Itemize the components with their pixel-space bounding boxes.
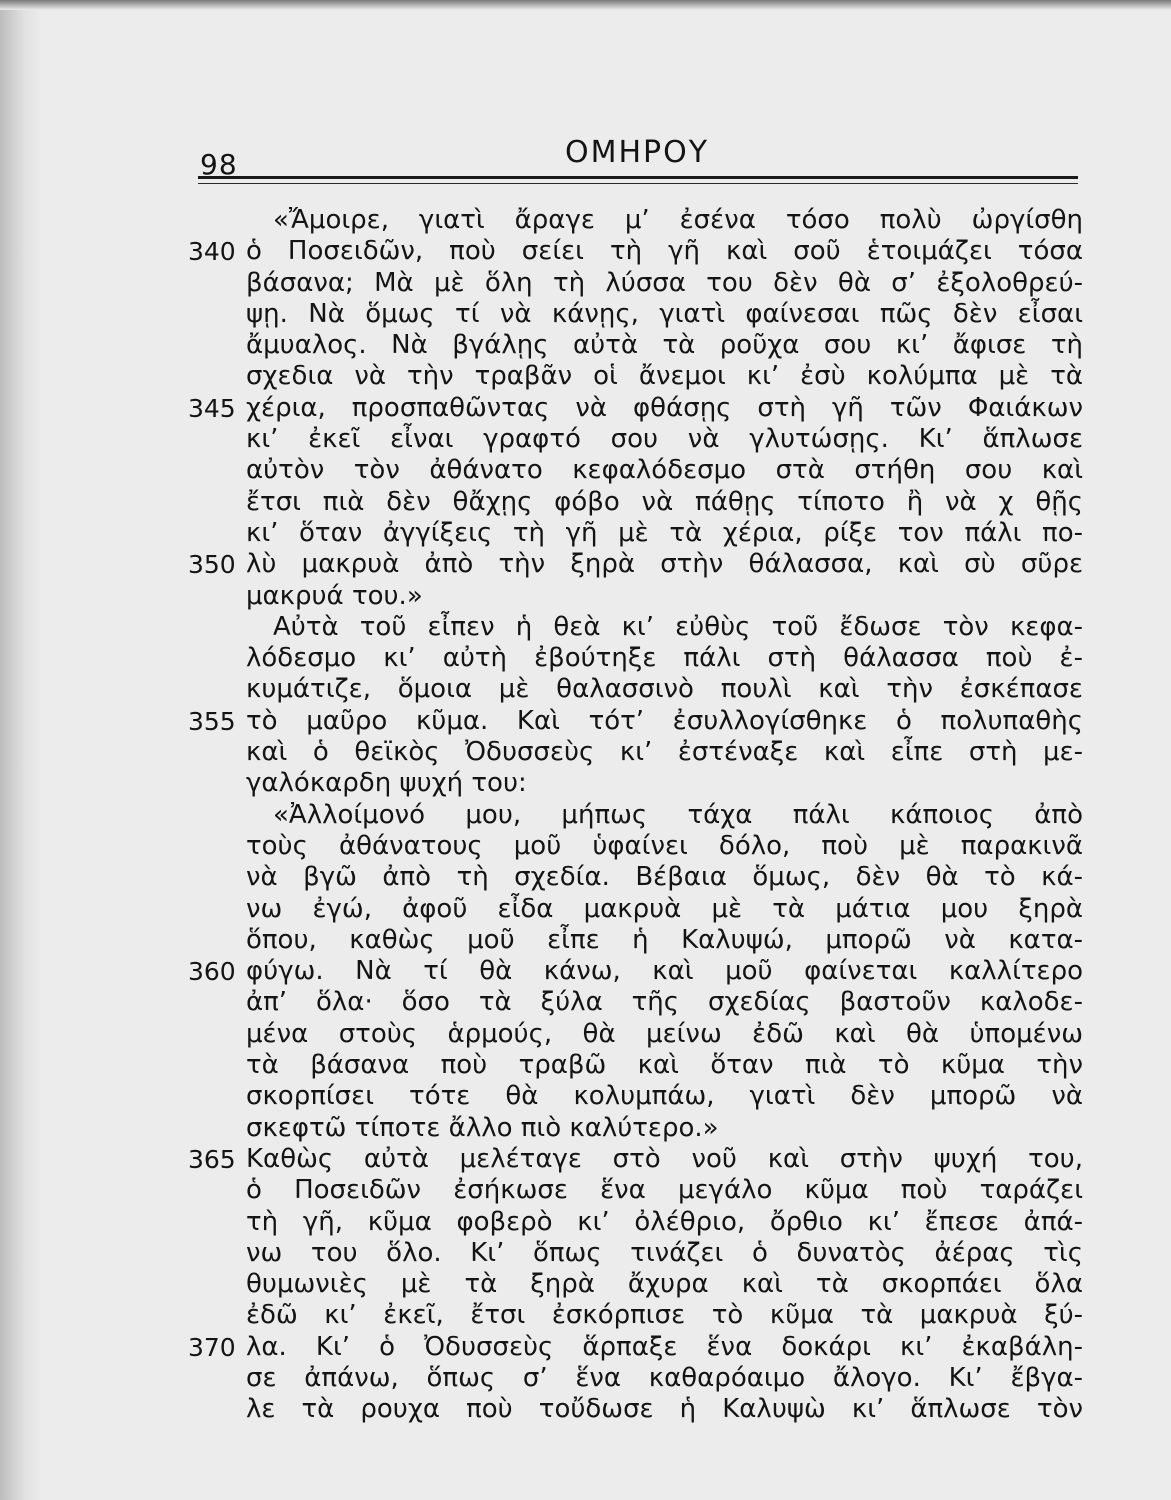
line-text: νω του ὅλο. Κι’ ὅπως τινάζει ὁ δυνατὸς ἀέρας τὶς xyxy=(246,1237,1083,1268)
text-line xyxy=(188,1394,1083,1425)
line-text: ὁ Ποσειδῶν, ποὺ σείει τὴ γῆ καὶ σοῦ ἑτοιμάζει τόσα xyxy=(246,236,1083,267)
line-text: σχεδια νὰ τὴν τραβᾶν οἱ ἄνεμοι κι’ ἐσὺ κολύμπα μὲ τὰ xyxy=(246,361,1083,392)
line-number: 365 xyxy=(188,1144,236,1174)
line-text: σε ἀπάνω, ὅπως σ’ ἕνα καθαρόαιμο ἄλογο. Κι’ ἔβγα- xyxy=(246,1362,1083,1393)
line-text: Καθὼς αὐτὰ μελέταγε στὸ νοῦ καὶ στὴν ψυχή του, xyxy=(246,1143,1083,1174)
line-text: σκεφτῶ τίποτε ἄλλο πιὸ καλύτερο.» xyxy=(246,1112,719,1143)
text-line xyxy=(188,581,1083,612)
line-text: ψῃ. Νὰ ὅμως τί νὰ κάνῃς, γιατὶ φαίνεσαι πῶς δὲν εἶσαι xyxy=(246,298,1083,329)
line-number: 350 xyxy=(188,550,236,580)
header-rule xyxy=(198,176,1078,179)
text-line xyxy=(188,1363,1083,1394)
text-line xyxy=(188,1081,1083,1112)
line-text: μένα στοὺς ἁρμούς, θὰ μείνω ἐδῶ καὶ θὰ ὑπομένω xyxy=(246,1018,1083,1049)
line-text: λόδεσμο κι’ αὐτὴ ἐβούτηξε πάλι στὴ θάλασσα ποὺ ἐ- xyxy=(246,643,1083,674)
text-line xyxy=(188,674,1083,705)
line-number: 360 xyxy=(188,957,236,987)
text-line xyxy=(188,518,1083,549)
line-number: 370 xyxy=(188,1332,236,1362)
line-text: λὺ μακρυὰ ἀπὸ τὴν ξηρὰ στὴν θάλασσα, καὶ σὺ σῦρε xyxy=(246,549,1083,580)
line-text: «Ἄμοιρε, γιατὶ ἄραγε μ’ ἐσένα τόσο πολὺ ὠργίσθη xyxy=(273,205,1083,235)
line-text: μακρυά του.» xyxy=(246,580,423,611)
text-line xyxy=(188,1050,1083,1081)
text-line xyxy=(188,487,1083,518)
line-text: σκορπίσει τότε θὰ κολυμπάω, γιατὶ δὲν μπορῶ νὰ xyxy=(246,1081,1083,1112)
text-line xyxy=(188,956,1083,987)
line-text: τὴ γῆ, κῦμα φοβερὸ κι’ ὀλέθριο, ὄρθιο κι’ ἔπεσε ἀπά- xyxy=(246,1206,1083,1237)
text-line xyxy=(188,1175,1083,1206)
line-text: «Ἀλλοίμονό μου, μήπως τάχα πάλι κάποιος ἀπὸ xyxy=(273,799,1083,830)
text-line xyxy=(188,894,1083,925)
text-line xyxy=(188,549,1083,580)
line-text: αὐτὸν τὸν ἀθάνατο κεφαλόδεσμο στὰ στήθη σου καὶ xyxy=(246,455,1083,486)
running-head: ΟΜΗΡΟΥ xyxy=(565,135,710,170)
page-gutter-shadow xyxy=(0,0,42,1500)
line-text: ἐδῶ κι’ ἐκεῖ, ἔτσι ἐσκόρπισε τὸ κῦμα τὰ μακρυὰ ξύ- xyxy=(246,1300,1083,1331)
line-text: ὅπου, καθὼς μοῦ εἶπε ἡ Καλυψώ, μπορῶ νὰ κατα- xyxy=(246,924,1083,955)
text-line xyxy=(188,424,1083,455)
line-text: γαλόκαρδη ψυχή του: xyxy=(246,768,527,799)
line-text: ἀπ’ ὅλα· ὅσο τὰ ξύλα τῆς σχεδίας βαστοῦν καλοδε- xyxy=(246,987,1083,1018)
text-line xyxy=(188,987,1083,1018)
text-line xyxy=(188,925,1083,956)
line-text: νω ἐγώ, ἀφοῦ εἶδα μακρυὰ μὲ τὰ μάτια μου ξηρὰ xyxy=(246,893,1083,924)
text-line xyxy=(188,1019,1083,1050)
text-line xyxy=(188,393,1083,424)
line-text: τοὺς ἀθάνατους μοῦ ὑφαίνει δόλο, ποὺ μὲ παρακινᾶ xyxy=(246,830,1083,861)
line-text: τὸ μαῦρο κῦμα. Καὶ τότ’ ἐσυλλογίσθηκε ὁ πολυπαθὴς xyxy=(246,705,1083,736)
text-line xyxy=(188,268,1083,299)
line-text: κυμάτιζε, ὅμοια μὲ θαλασσινὸ πουλὶ καὶ τὴν ἐσκέπασε xyxy=(246,674,1083,705)
text-line xyxy=(188,612,1083,643)
line-text: κι’ ὅταν ἀγγίξεις τὴ γῆ μὲ τὰ χέρια, ρίξε τον πάλι πο- xyxy=(246,517,1083,548)
line-text: ἄμυαλος. Νὰ βγάλῃς αὐτὰ τὰ ροῦχα σου κι’ ἄφισε τὴ xyxy=(246,330,1083,361)
text-line xyxy=(188,236,1083,267)
line-text: τὰ βάσανα ποὺ τραβῶ καὶ ὅταν πιὰ τὸ κῦμα τὴν xyxy=(246,1050,1083,1081)
text-line xyxy=(188,1332,1083,1363)
page-number: 98 xyxy=(200,148,238,181)
line-text: χέρια, προσπαθῶντας νὰ φθάσῃς στὴ γῆ τῶν Φαιάκων xyxy=(246,392,1083,423)
text-line xyxy=(188,831,1083,862)
line-text: βάσανα; Μὰ μὲ ὅλη τὴ λύσσα του δὲν θὰ σ’ ἐξολοθρεύ- xyxy=(246,267,1083,298)
text-line xyxy=(188,1113,1083,1144)
line-number: 355 xyxy=(188,706,236,736)
text-line xyxy=(188,1207,1083,1238)
text-line xyxy=(188,455,1083,486)
page-top-edge xyxy=(0,0,1171,10)
line-text: νὰ βγῶ ἀπὸ τὴ σχεδία. Βέβαια ὅμως, δὲν θὰ τὸ κά- xyxy=(246,862,1083,893)
text-line xyxy=(188,800,1083,831)
line-number: 345 xyxy=(188,393,236,423)
header-rule-thin xyxy=(198,183,1078,184)
text-line xyxy=(188,1300,1083,1331)
line-text: λε τὰ ρουχα ποὺ τοὔδωσε ἡ Καλυψὼ κι’ ἅπλωσε τὸν xyxy=(246,1394,1083,1425)
line-text: ὁ Ποσειδῶν ἐσήκωσε ἕνα μεγάλο κῦμα ποὺ ταράζει xyxy=(246,1175,1083,1206)
text-line xyxy=(188,1144,1083,1175)
text-line xyxy=(188,1238,1083,1269)
line-text: φύγω. Νὰ τί θὰ κάνω, καὶ μοῦ φαίνεται καλλίτερο xyxy=(246,956,1083,987)
text-line xyxy=(188,862,1083,893)
line-text: λα. Κι’ ὁ Ὀδυσσεὺς ἅρπαξε ἕνα δοκάρι κι’ ἐκαβάλη- xyxy=(246,1331,1083,1362)
text-line xyxy=(188,205,1083,236)
text-line xyxy=(188,299,1083,330)
line-text: καὶ ὁ θεϊκὸς Ὀδυσσεὺς κι’ ἐστέναξε καὶ εἶπε στὴ με- xyxy=(246,737,1083,768)
text-line xyxy=(188,706,1083,737)
text-line xyxy=(188,643,1083,674)
text-line xyxy=(188,1269,1083,1300)
text-line xyxy=(188,330,1083,361)
line-text: ἔτσι πιὰ δὲν θἄχῃς φόβο νὰ πάθῃς τίποτο ἢ νὰ χ θῇς xyxy=(246,486,1083,517)
text-line xyxy=(188,768,1083,799)
body-text xyxy=(188,205,1083,1426)
line-text: θυμωνιὲς μὲ τὰ ξηρὰ ἄχυρα καὶ τὰ σκορπάει ὅλα xyxy=(246,1269,1083,1300)
text-line xyxy=(188,737,1083,768)
line-text: Αὐτὰ τοῦ εἶπεν ἡ θεὰ κι’ εὐθὺς τοῦ ἔδωσε τὸν κεφα- xyxy=(273,611,1083,642)
text-line xyxy=(188,361,1083,392)
line-number: 340 xyxy=(188,237,236,267)
line-text: κι’ ἐκεῖ εἶναι γραφτό σου νὰ γλυτώσῃς. Κι’ ἅπλωσε xyxy=(246,424,1083,455)
